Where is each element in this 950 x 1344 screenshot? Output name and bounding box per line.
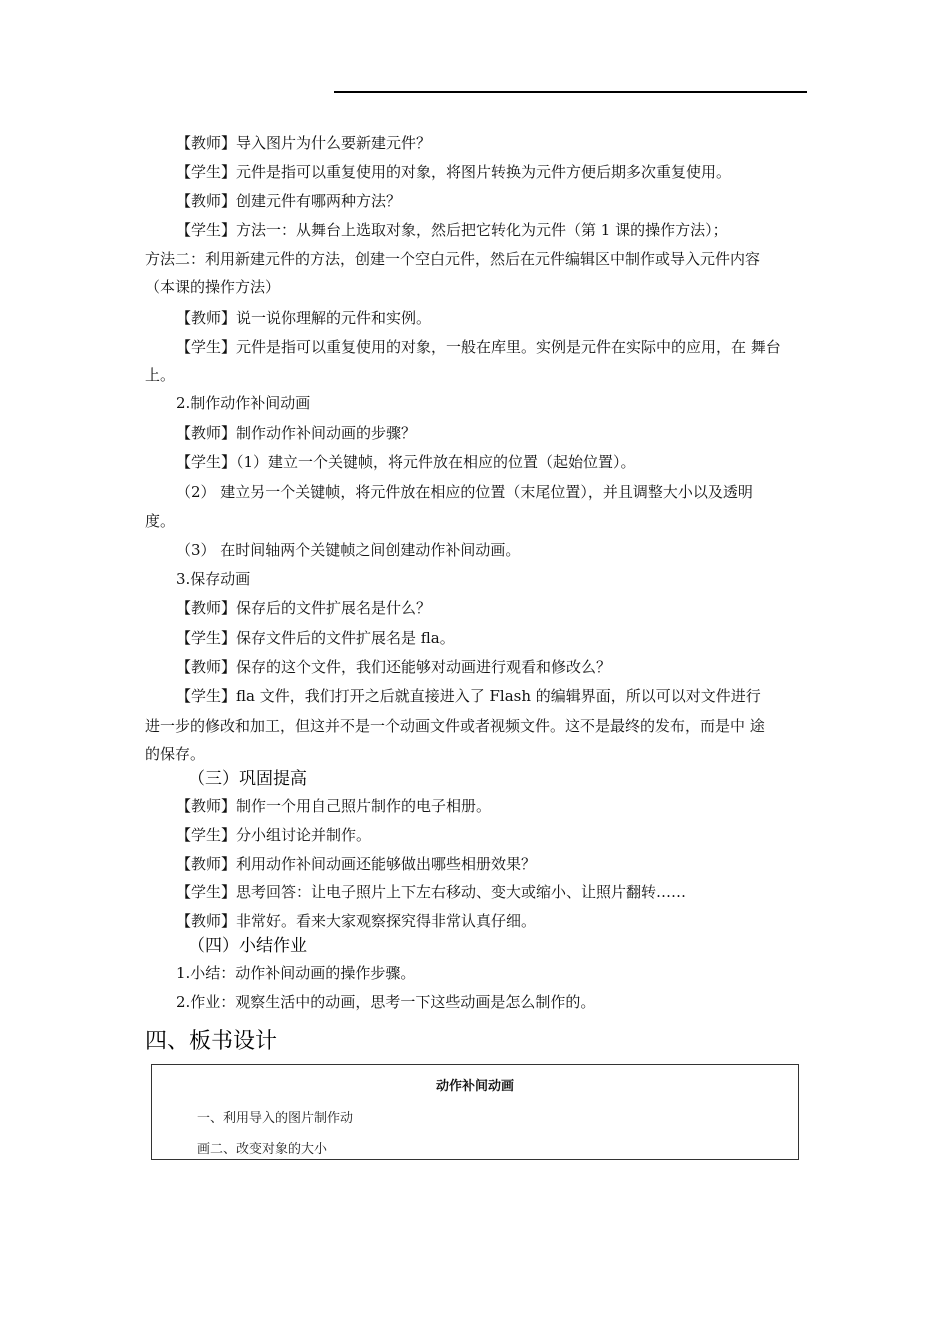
dialogue-line: 【教师】说一说你理解的元件和实例。	[176, 309, 432, 327]
dialogue-line: （2） 建立另一个关键帧，将元件放在相应的位置（末尾位置），并且调整大小以及透明	[176, 483, 753, 501]
dialogue-line: 度。	[145, 512, 176, 530]
dialogue-line: （3） 在时间轴两个关键帧之间创建动作补间动画。	[176, 541, 521, 559]
dialogue-line: 【学生】保存文件后的文件扩展名是 fla。	[176, 629, 455, 647]
dialogue-line: 【学生】元件是指可以重复使用的对象，一般在库里。实例是元件在实际中的应用，在 舞台	[176, 338, 781, 356]
dialogue-line: 【学生】（1）建立一个关键帧，将元件放在相应的位置（起始位置）。	[176, 453, 636, 471]
dialogue-line: 方法二：利用新建元件的方法，创建一个空白元件，然后在元件编辑区中制作或导入元件内容	[145, 250, 761, 268]
dialogue-line: 【学生】元件是指可以重复使用的对象，将图片转换为元件方便后期多次重复使用。	[176, 163, 732, 181]
dialogue-line: 【学生】分小组讨论并制作。	[176, 826, 372, 844]
dialogue-line: 进一步的修改和加工，但这并不是一个动画文件或者视频文件。这不是最终的发布，而是中 途	[145, 717, 765, 735]
dialogue-line: 【教师】导入图片为什么要新建元件？	[176, 134, 432, 152]
section-heading: （三）巩固提高	[188, 769, 307, 789]
board-line: 一、利用导入的图片制作动	[197, 1111, 354, 1126]
board-title: 动作补间动画	[435, 1079, 514, 1094]
summary-line: 2.作业：观察生活中的动画，思考一下这些动画是怎么制作的。	[176, 993, 596, 1011]
dialogue-line: 【教师】保存后的文件扩展名是什么？	[176, 599, 432, 617]
dialogue-line: 【学生】fla 文件，我们打开之后就直接进入了 Flash 的编辑界面，所以可以对文件进行	[176, 687, 761, 705]
dialogue-line: 【学生】思考回答：让电子照片上下左右移动、变大或缩小、让照片翻转……	[176, 883, 687, 901]
summary-line: 1.小结：动作补间动画的操作步骤。	[176, 964, 416, 982]
board-design-box	[151, 1064, 799, 1160]
board-design-heading: 四、板书设计	[145, 1029, 278, 1054]
dialogue-line: 【教师】制作一个用自己照片制作的电子相册。	[176, 797, 492, 815]
header-rule	[334, 91, 807, 93]
dialogue-line: 【教师】保存的这个文件，我们还能够对动画进行观看和修改么？	[176, 658, 612, 676]
dialogue-line: 的保存。	[145, 745, 206, 763]
step-heading: 2.制作动作补间动画	[176, 394, 311, 412]
dialogue-line: 上。	[145, 366, 176, 384]
dialogue-line: （本课的操作方法）	[145, 278, 281, 296]
board-line: 画二、改变对象的大小	[197, 1142, 328, 1157]
dialogue-line: 【学生】方法一：从舞台上选取对象，然后把它转化为元件（第 1 课的操作方法）；	[176, 221, 728, 239]
step-heading: 3.保存动画	[176, 570, 251, 588]
dialogue-line: 【教师】创建元件有哪两种方法？	[176, 192, 402, 210]
dialogue-line: 【教师】非常好。看来大家观察探究得非常认真仔细。	[176, 912, 537, 930]
section-heading: （四）小结作业	[188, 936, 307, 956]
dialogue-line: 【教师】制作动作补间动画的步骤？	[176, 424, 417, 442]
dialogue-line: 【教师】利用动作补间动画还能够做出哪些相册效果？	[176, 855, 537, 873]
